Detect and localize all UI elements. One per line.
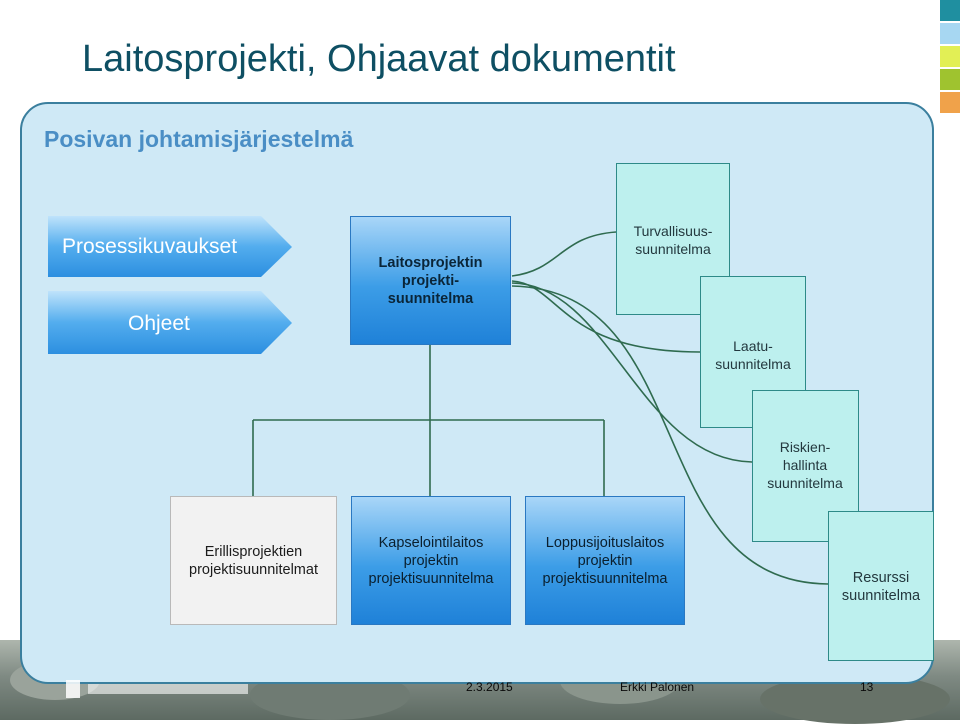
kapselointi-line-3: projektisuunnitelma [368,570,494,587]
panel-title: Posivan johtamisjärjestelmä [44,126,354,152]
riski-line-2: hallinta [782,457,828,473]
footer-author: Erkki Palonen [620,680,695,694]
main-box-line-1: Laitosprojektin [378,254,483,271]
laatu-line-1: Laatu- [733,338,773,354]
connector-curve-turvallisuus [512,232,616,276]
kapselointilaitos-box [351,496,511,625]
turvallisuus-line-1: Turvallisuus- [633,223,713,239]
footer-date: 2.3.2015 [466,680,513,694]
turvallisuussuunnitelma-label [613,222,733,258]
resurssisuunnitelma-label [821,569,941,605]
loppusijoitus-line-3: projektisuunnitelma [542,570,668,587]
footer-page-number: 13 [860,680,874,694]
laatu-line-2: suunnitelma [715,356,791,372]
kapselointi-line-2: projektin [403,552,459,569]
loppusijoituslaitos-box [525,496,685,625]
riski-line-1: Riskien- [779,439,831,455]
resurssi-line-2: suunnitelma [841,588,921,604]
main-box-line-2: projekti- [401,272,460,289]
arrow-label-ohjeet: Ohjeet [128,312,190,335]
company-logo-mark [66,680,80,698]
turvallisuus-line-2: suunnitelma [635,241,711,257]
resurssi-line-1: Resurssi [852,570,910,586]
laatusuunnitelma-label [693,337,813,373]
erillis-line-1: Erillisprojektien [204,543,303,560]
slide-title: Laitosprojekti, Ohjaavat dokumentit [82,38,676,80]
main-box-line-3: suunnitelma [387,290,474,307]
company-logo-mark [88,684,248,694]
erillisprojektien-box [170,496,337,625]
loppusijoitus-line-1: Loppusijoituslaitos [545,534,665,551]
kapselointi-line-1: Kapselointilaitos [378,534,484,551]
riski-line-3: suunnitelma [767,475,843,491]
loppusijoitus-line-2: projektin [577,552,633,569]
riskienhallintasuunnitelma-label [745,438,865,492]
erillis-line-2: projektisuunnitelmat [189,561,318,578]
main-project-plan-box [350,216,511,345]
arrow-label-prosessikuvaukset: Prosessikuvaukset [62,235,238,258]
